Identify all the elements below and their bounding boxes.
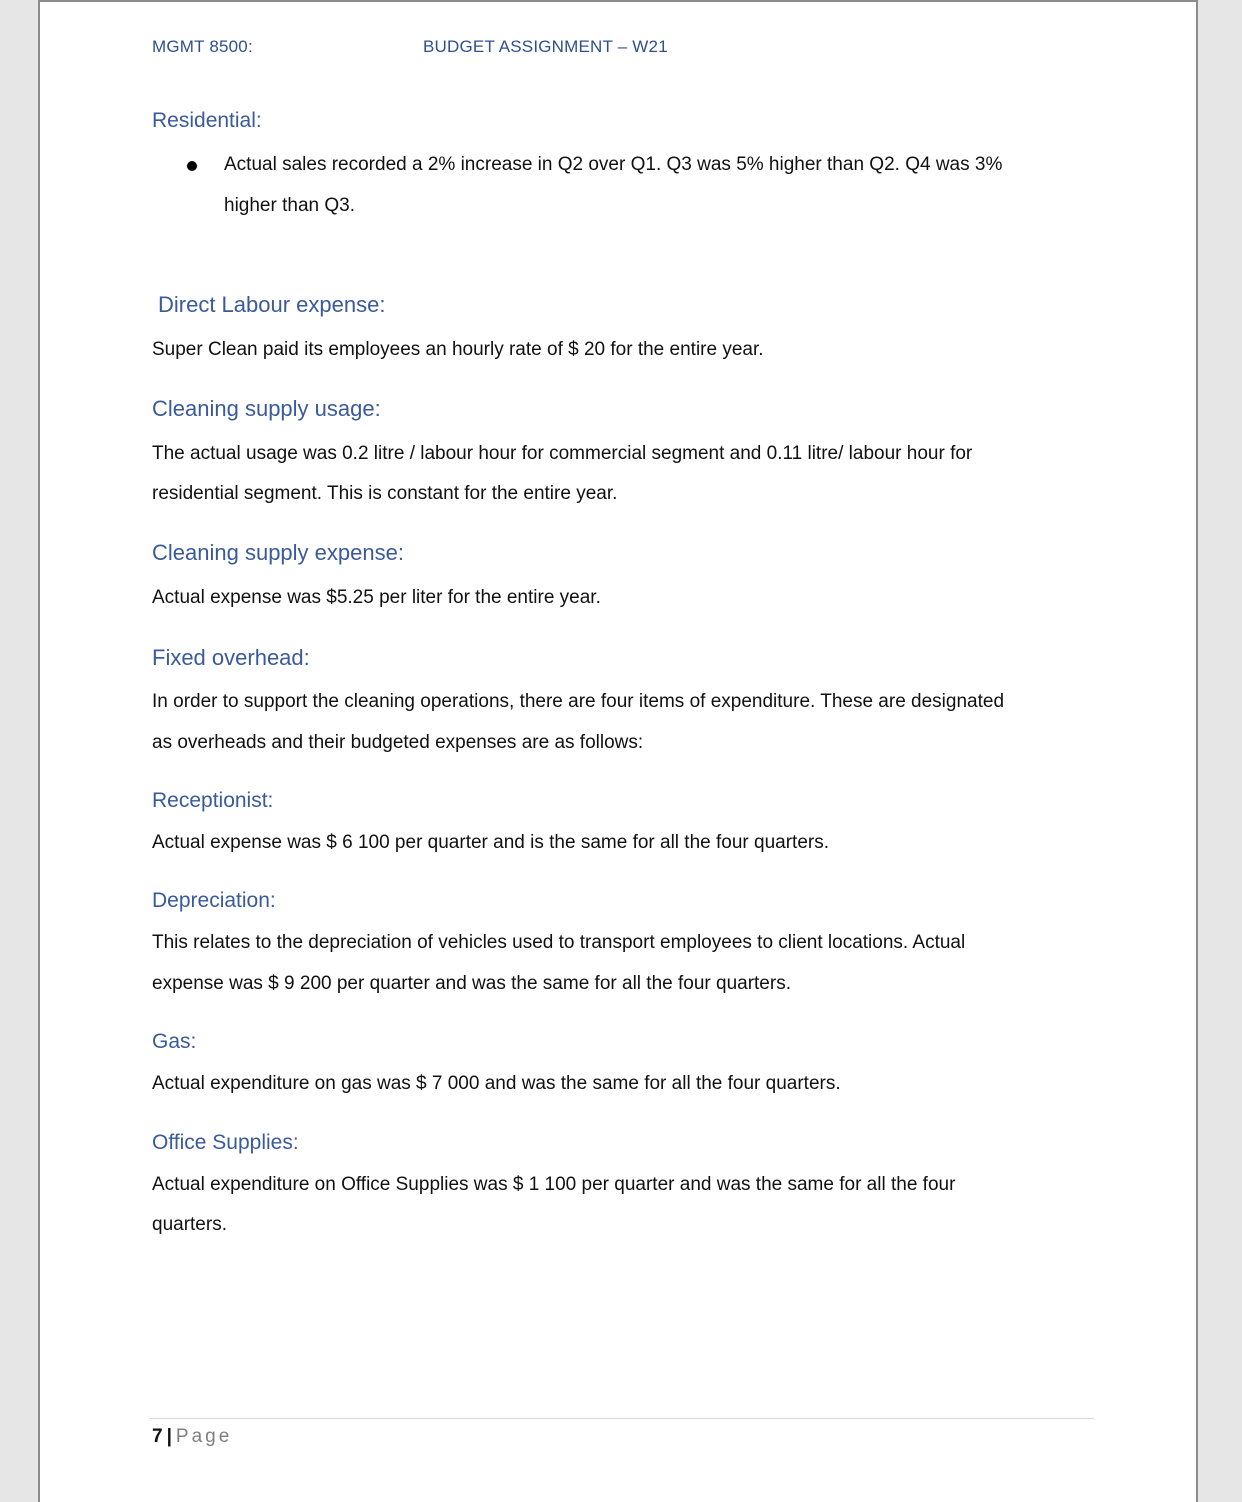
- residential-text-line1: Actual sales recorded a 2% increase in Q2 over Q1. Q3 was 5% higher than Q2. Q4 was 3%: [224, 154, 1003, 175]
- receptionist-heading: Receptionist:: [152, 789, 274, 812]
- direct-labour-text: Super Clean paid its employees an hourly rate of $ 20 for the entire year.: [152, 339, 764, 360]
- office-supplies-line2: quarters.: [152, 1214, 227, 1235]
- supply-expense-heading: Cleaning supply expense:: [152, 540, 404, 565]
- fixed-overhead-line1: In order to support the cleaning operations, there are four items of expenditure. These are designated: [152, 691, 1005, 712]
- residential-text-line2: higher than Q3.: [224, 195, 355, 216]
- supply-expense-text: Actual expense was $5.25 per liter for the entire year.: [152, 587, 601, 608]
- footer-separator: |: [166, 1426, 172, 1447]
- footer-divider: [150, 1418, 1094, 1419]
- page-number: 7: [152, 1426, 163, 1447]
- gas-text: Actual expenditure on gas was $ 7 000 and was the same for all the four quarters.: [152, 1073, 841, 1094]
- depreciation-line1: This relates to the depreciation of vehicles used to transport employees to client locations. Actual: [152, 932, 966, 953]
- supply-usage-line1: The actual usage was 0.2 litre / labour hour for commercial segment and 0.11 litre/ labour hour for: [152, 443, 973, 464]
- depreciation-line2: expense was $ 9 200 per quarter and was the same for all the four quarters.: [152, 973, 791, 994]
- direct-labour-heading: Direct Labour expense:: [158, 292, 386, 317]
- header-title: BUDGET ASSIGNMENT – W21: [423, 37, 668, 56]
- supply-usage-heading: Cleaning supply usage:: [152, 396, 381, 421]
- office-supplies-heading: Office Supplies:: [152, 1131, 299, 1154]
- fixed-overhead-heading: Fixed overhead:: [152, 645, 310, 670]
- office-supplies-line1: Actual expenditure on Office Supplies was $ 1 100 per quarter and was the same for all the four: [152, 1174, 956, 1195]
- gas-heading: Gas:: [152, 1030, 197, 1053]
- header-course: MGMT 8500:: [152, 37, 253, 56]
- supply-usage-line2: residential segment. This is constant for the entire year.: [152, 483, 618, 504]
- page-footer: [152, 1426, 232, 1448]
- document-page: [38, 0, 1198, 1502]
- fixed-overhead-line2: as overheads and their budgeted expenses are as follows:: [152, 732, 644, 753]
- residential-heading: Residential:: [152, 109, 262, 132]
- bullet-icon: [187, 161, 197, 171]
- depreciation-heading: Depreciation:: [152, 889, 276, 912]
- receptionist-text: Actual expense was $ 6 100 per quarter and is the same for all the four quarters.: [152, 832, 829, 853]
- page-label: Page: [175, 1426, 233, 1447]
